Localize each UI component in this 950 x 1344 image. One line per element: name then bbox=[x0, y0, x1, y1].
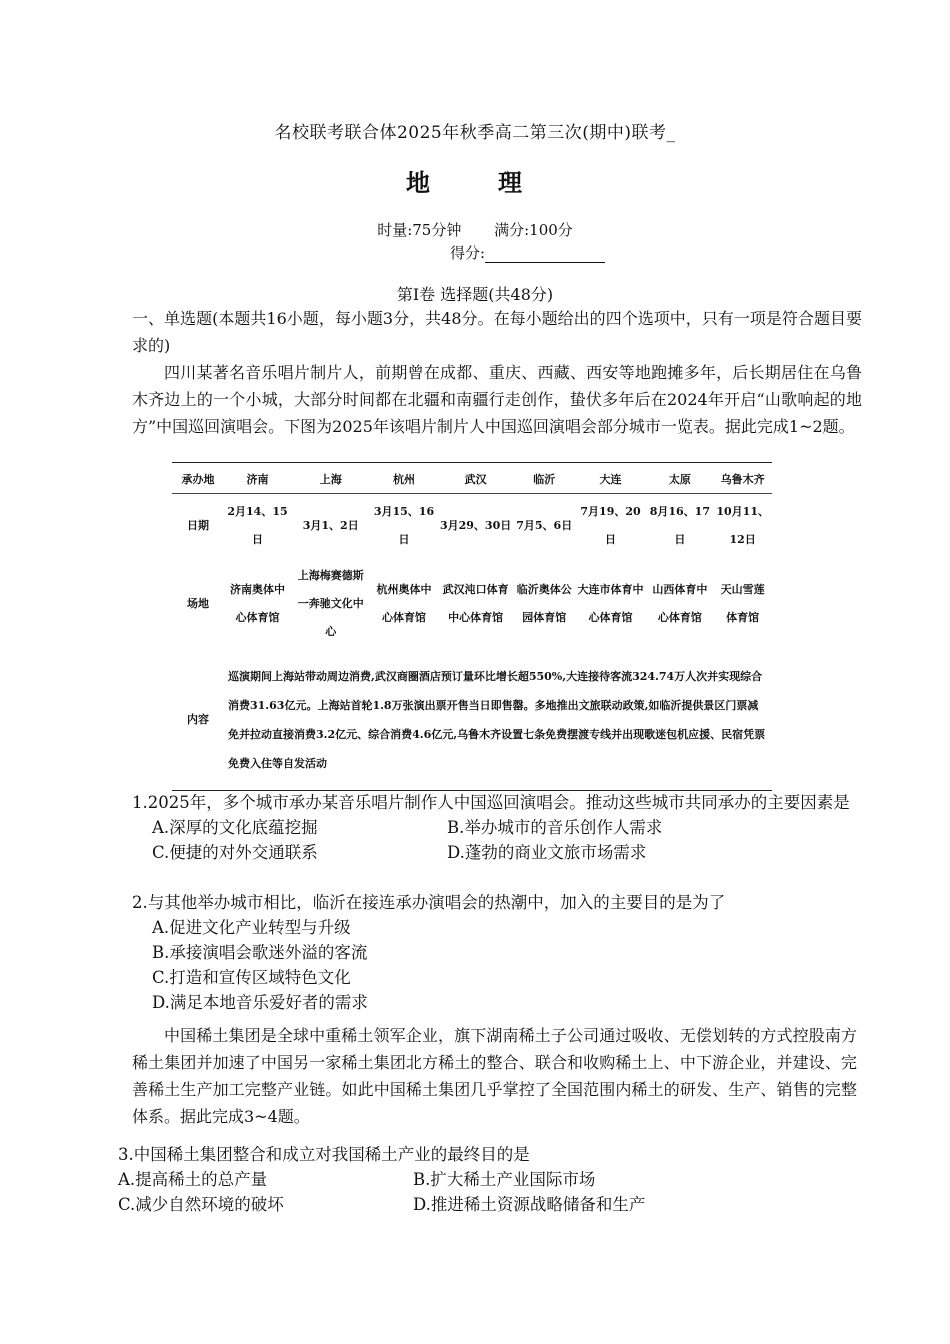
passage-1: 四川某著名音乐唱片制片人，前期曾在成都、重庆、西藏、西安等地跑摊多年，后长期居住在乌鲁木齐边上的一个小城，大部分时间都在北疆和南疆行走创作，蛰伏多年后在2024年开启“山歌响起的地方”中国巡回演唱会。下图为2025年该唱片制片人中国巡回演唱会部分城市一览表。据此完成1~2题。 bbox=[132, 363, 862, 436]
question-stem: 3.中国稀土集团整合和成立对我国稀土产业的最终目的是 bbox=[118, 1145, 530, 1164]
table-header: 临沂 bbox=[514, 463, 575, 494]
full-score: 满分:100分 bbox=[494, 221, 573, 239]
options-row bbox=[132, 840, 872, 865]
table-cell: 3月15、16日 bbox=[373, 505, 435, 546]
table-cell: 3月29、30日 bbox=[439, 519, 512, 532]
table-cell: 7月5、6日 bbox=[516, 519, 573, 532]
option-b[interactable]: B.举办城市的音乐创作人需求 bbox=[447, 818, 663, 837]
table-cell: 杭州奥体中心体育馆 bbox=[376, 583, 432, 624]
table-header: 武汉 bbox=[437, 463, 513, 494]
instructions: 一、单选题(本题共16小题，每小题3分，共48分。在每小题给出的四个选项中，只有一项是符合题目要求的) bbox=[132, 309, 862, 355]
question-stem: 1.2025年，多个城市承办某音乐唱片制作人中国巡回演唱会。推动这些城市共同承办的主要因素是 bbox=[132, 793, 850, 812]
exam-header: 名校联考联合体2025年秋季高二第三次(期中)联考_ bbox=[274, 123, 676, 143]
table-row bbox=[172, 650, 772, 791]
score-label: 得分: bbox=[450, 244, 486, 262]
table-row bbox=[172, 558, 772, 650]
table-header: 太原 bbox=[646, 463, 713, 494]
table-header: 承办地 bbox=[172, 463, 224, 494]
table-cell: 济南奥体中心体育馆 bbox=[230, 583, 285, 624]
question-stem: 2.与其他举办城市相比，临沂在接连承办演唱会的热潮中，加入的主要目的是为了 bbox=[132, 893, 726, 912]
table-header: 乌鲁木齐 bbox=[713, 463, 772, 494]
score-blank bbox=[485, 246, 605, 263]
table-cell: 大连市体育中心体育馆 bbox=[577, 583, 644, 624]
table-cell: 山西体育中心体育馆 bbox=[652, 583, 708, 624]
table-header: 大连 bbox=[575, 463, 647, 494]
table-cell: 天山雪莲体育馆 bbox=[720, 583, 765, 624]
options-row bbox=[118, 1167, 858, 1192]
table-cell: 3月1、2日 bbox=[302, 519, 359, 532]
table-content-cell: 巡演期间上海站带动周边消费,武汉商圈酒店预订量环比增长超550%,大连接待客流324.74万人次并实现综合消费31.63亿元。上海站首轮1.8万张演出票开售当日即售罄。多地推出文旅联动政策,如临沂提供景区门票减免并拉动直接消费3.2亿元、综合消费4.6亿元,乌鲁木齐设置七条免费摆渡专线并出现歌迷包机应援、民宿凭票免费入住等自发活动 bbox=[228, 670, 766, 770]
table-cell: 10月11、12日 bbox=[716, 505, 769, 546]
section-title: 第Ⅰ卷 选择题(共48分) bbox=[396, 285, 554, 304]
table-cell: 2月14、15日 bbox=[227, 505, 288, 546]
question-2 bbox=[132, 890, 872, 1015]
row-label-venue: 场地 bbox=[187, 597, 209, 610]
option-a[interactable]: A.促进文化产业转型与升级 bbox=[152, 918, 351, 937]
question-1 bbox=[132, 790, 872, 865]
table-header-row bbox=[172, 463, 772, 494]
options-row bbox=[132, 815, 872, 840]
table-header: 济南 bbox=[224, 463, 291, 494]
table-cell: 武汉沌口体育中心体育馆 bbox=[442, 583, 509, 624]
option-c[interactable]: C.打造和宣传区域特色文化 bbox=[152, 968, 351, 987]
table-header: 上海 bbox=[291, 463, 370, 494]
score-field bbox=[450, 242, 605, 263]
option-a[interactable]: A.提高稀土的总产量 bbox=[118, 1170, 268, 1189]
option-b[interactable]: B.承接演唱会歌迷外溢的客流 bbox=[152, 943, 368, 962]
table-cell: 上海梅赛德斯一奔驰文化中心 bbox=[297, 569, 364, 638]
table-cell: 8月16、17日 bbox=[649, 505, 710, 546]
question-3 bbox=[118, 1142, 858, 1217]
option-a[interactable]: A.深厚的文化底蕴挖掘 bbox=[152, 818, 318, 837]
option-d[interactable]: D.满足本地音乐爱好者的需求 bbox=[152, 993, 368, 1012]
tour-table bbox=[172, 462, 772, 791]
time-limit: 时量:75分钟 bbox=[377, 221, 462, 239]
option-c[interactable]: C.便捷的对外交通联系 bbox=[152, 843, 318, 862]
option-d[interactable]: D.蓬勃的商业文旅市场需求 bbox=[447, 843, 647, 862]
passage-2: 中国稀土集团是全球中重稀土领军企业，旗下湖南稀土子公司通过吸收、无偿划转的方式控股南方稀土集团并加速了中国另一家稀土集团北方稀土的整合、联合和收购稀土上、中下游企业，并建设、完善稀土生产加工完整产业链。如此中国稀土集团几乎掌控了全国范围内稀土的研发、生产、销售的完整体系。据此完成3~4题。 bbox=[132, 1026, 857, 1126]
exam-meta bbox=[0, 219, 950, 240]
option-c[interactable]: C.减少自然环境的破坏 bbox=[118, 1195, 284, 1214]
option-d[interactable]: D.推进稀土资源战略储备和生产 bbox=[413, 1195, 646, 1214]
table-cell: 7月19、20日 bbox=[580, 505, 641, 546]
table-row bbox=[172, 494, 772, 559]
row-label-date: 日期 bbox=[187, 519, 209, 532]
subject-title: 地 理 bbox=[406, 168, 544, 197]
options-row bbox=[118, 1192, 858, 1217]
option-b[interactable]: B.扩大稀土产业国际市场 bbox=[413, 1170, 596, 1189]
table-cell: 临沂奥体公园体育馆 bbox=[516, 583, 572, 624]
row-label-content: 内容 bbox=[187, 713, 209, 726]
table-header: 杭州 bbox=[370, 463, 437, 494]
